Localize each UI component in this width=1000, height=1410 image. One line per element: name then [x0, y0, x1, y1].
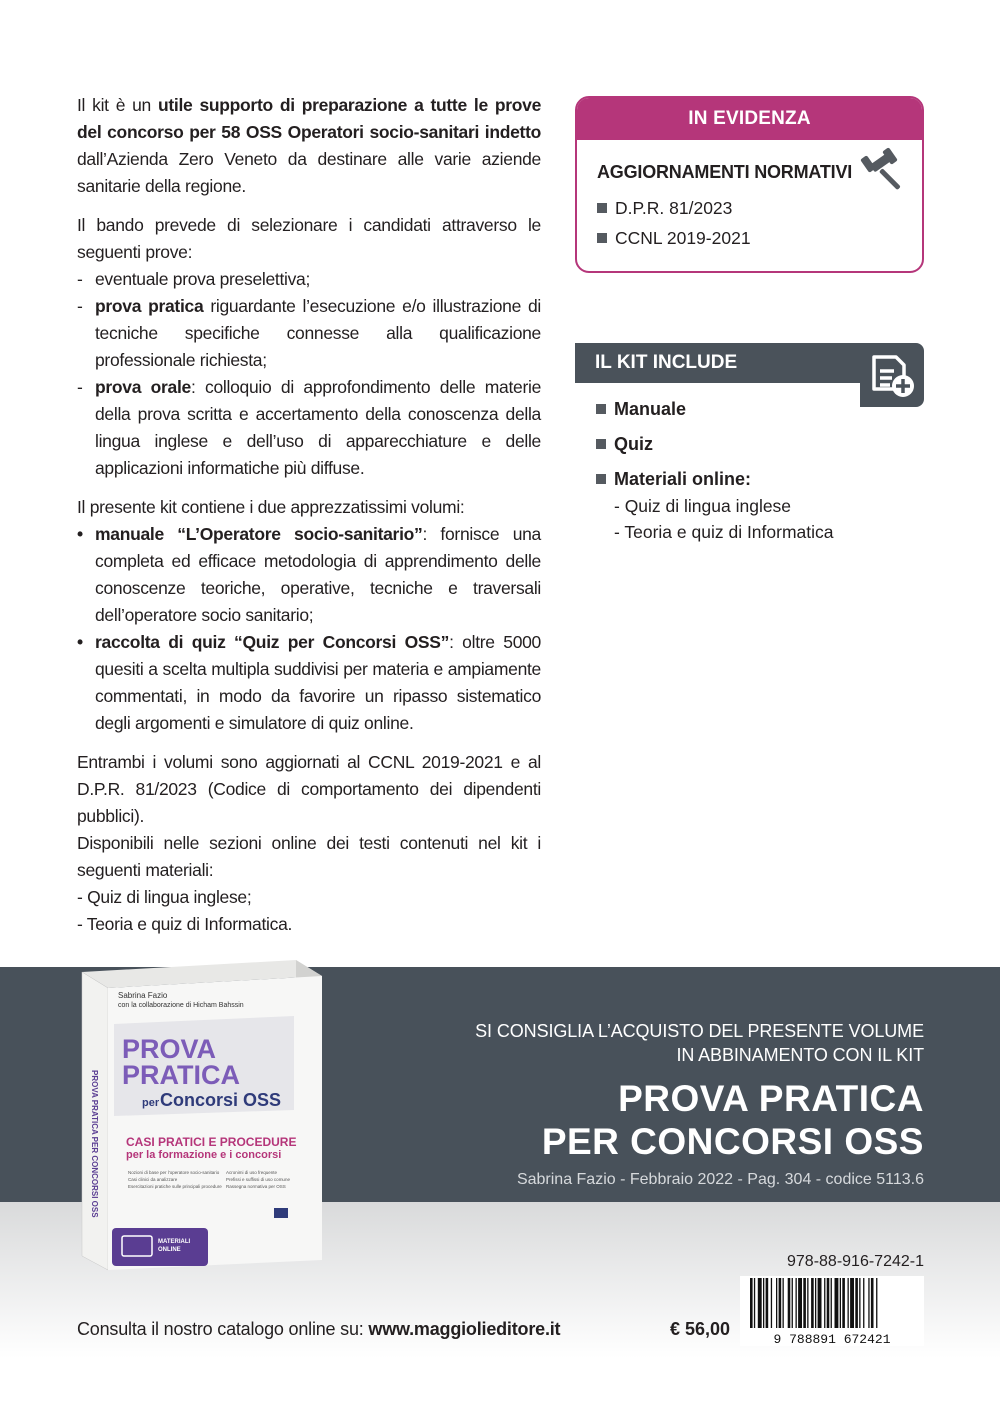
barcode-bar — [840, 1278, 841, 1328]
book-online-label-2: ONLINE — [158, 1247, 181, 1253]
kit-item-quiz — [596, 430, 834, 458]
square-bullet-icon — [597, 233, 607, 243]
barcode-bar — [818, 1278, 822, 1328]
kit-item-text: Manuale — [614, 398, 687, 419]
barcode-bar — [859, 1278, 860, 1328]
barcode-bar — [871, 1278, 874, 1328]
square-bullet-icon — [596, 439, 606, 449]
prove-text — [95, 374, 541, 482]
volume-desc: : fornisce una completa ed efficace metodologia di apprendimento delle conoscenze teoriche, operative, tecniche e traversali dell’operatore socio sanitario; — [95, 524, 541, 625]
aggiornamento-item — [597, 193, 751, 223]
book-spine-title: PROVA PRATICA PER CONCORSI OSS — [90, 1070, 99, 1218]
barcode-bar — [771, 1278, 772, 1328]
kit-include-list — [596, 395, 834, 545]
bullet-marker: • — [77, 524, 83, 544]
barcode-bar — [848, 1278, 849, 1328]
barcode-bar — [824, 1278, 825, 1328]
kit-include-header: IL KIT INCLUDE — [575, 343, 860, 383]
barcode-bar — [811, 1278, 814, 1328]
barcode-bar — [792, 1278, 793, 1328]
book-author: Sabrina Fazio — [118, 991, 168, 1000]
promo-meta: Sabrina Fazio - Febbraio 2022 - Pag. 304 - codice 5113.6 — [516, 1171, 924, 1188]
catalog-text: Consulta il nostro catalogo online su: — [77, 1319, 369, 1339]
description-column — [77, 92, 541, 938]
kit-item-text: Quiz — [614, 433, 653, 454]
kit-subitem: - Teoria e quiz di Informatica — [614, 522, 834, 542]
in-evidenza-box — [575, 96, 924, 273]
promo-line-2: IN ABBINAMENTO CON IL KIT — [676, 1045, 924, 1065]
barcode-bar — [803, 1278, 806, 1328]
square-bullet-icon — [596, 404, 606, 414]
prove-bold: prova orale — [95, 377, 191, 397]
intro-text: Il kit è un — [77, 95, 158, 115]
prove-item-orale — [77, 374, 541, 482]
gavel-icon — [860, 146, 910, 196]
barcode-bar — [776, 1278, 777, 1328]
barcode-bar — [779, 1278, 782, 1328]
barcode-bar — [863, 1278, 864, 1328]
barcode-bar — [842, 1278, 845, 1328]
book-title-3b: Concorsi OSS — [160, 1090, 282, 1110]
disponibili-paragraph: Disponibili nelle sezioni online dei testi contenuti nel kit i seguenti materiali: — [77, 833, 541, 880]
kit-contents-paragraph: Il presente kit contiene i due apprezzatissimi volumi: — [77, 497, 465, 517]
volume-text — [95, 521, 541, 629]
barcode-bar — [750, 1278, 753, 1328]
book-topic-right: Prefissi e suffissi di uso comune — [226, 1177, 290, 1182]
kit-item-materiali — [596, 465, 834, 493]
catalog-url[interactable]: www.maggiolieditore.it — [368, 1319, 561, 1339]
prove-desc: riguardante l’esecuzione e/o illustrazione di tecniche specifiche connesse alla qualificazione professionale richiesta; — [95, 296, 541, 370]
book-topic-right: Acronimi di uso frequente — [226, 1170, 278, 1175]
dash-marker: - — [77, 377, 83, 397]
aggiornamenti-list — [597, 193, 751, 253]
prove-bold: prova pratica — [95, 296, 204, 316]
kit-item-text: Materiali online: — [614, 468, 752, 489]
publisher-logo — [274, 1208, 288, 1218]
dash-marker: - — [77, 269, 83, 289]
book-title-2: PRATICA — [122, 1060, 240, 1090]
online-item-informatica: - Teoria e quiz di Informatica. — [77, 914, 293, 934]
book-title-3a: per — [142, 1097, 160, 1109]
isbn-label: 978-88-916-7242-1 — [787, 1253, 924, 1270]
book-online-label-1: MATERIALI — [158, 1239, 191, 1245]
promo-line-1: SI CONSIGLIA L’ACQUISTO DEL PRESENTE VOLUME — [475, 1021, 924, 1041]
book-collab: con la collaborazione di Hicham Bahssin — [118, 1002, 244, 1009]
barcode-digits: 9 788891 672421 — [773, 1332, 891, 1346]
prove-item-pratica — [77, 293, 541, 374]
barcode-bar — [827, 1278, 830, 1328]
book-title-1: PROVA — [122, 1034, 217, 1064]
barcode-bar — [783, 1278, 784, 1328]
barcode-image — [740, 1276, 924, 1346]
book-subtitle-2: per la formazione e i concorsi — [126, 1149, 282, 1161]
online-item-inglese: - Quiz di lingua inglese; — [77, 887, 252, 907]
prove-text: eventuale prova preselettiva; — [95, 269, 311, 289]
in-evidenza-header: IN EVIDENZA — [577, 98, 922, 140]
barcode-bar — [855, 1278, 858, 1328]
barcode-bar — [754, 1278, 755, 1328]
prove-desc: : colloquio di approfondimento delle materie della prova scritta e accertamento della conoscenza della lingua inglese e dell’uso di apparecchiature e delle applicazioni informatiche più diffuse. — [95, 377, 542, 478]
barcode-bar — [815, 1278, 816, 1328]
catalog-line — [77, 1319, 560, 1340]
square-bullet-icon — [597, 203, 607, 213]
aggiornamento-text: D.P.R. 81/2023 — [615, 197, 733, 218]
barcode-bar — [876, 1278, 877, 1328]
document-add-icon — [860, 343, 924, 407]
aggiornati-paragraph: Entrambi i volumi sono aggiornati al CCNL 2019-2021 e al D.P.R. 81/2023 (Codice di comportamento dei dipendenti pubblici). — [77, 752, 541, 826]
prove-item-preselettiva — [77, 266, 541, 293]
intro-paragraph — [77, 92, 541, 200]
book-topic-left: Casi clinici da analizzare — [128, 1177, 178, 1182]
square-bullet-icon — [596, 474, 606, 484]
book-topic-left: Nozioni di base per l’operatore socio-sanitario — [128, 1170, 220, 1175]
aggiornamento-item — [597, 223, 751, 253]
barcode-bar — [798, 1278, 802, 1328]
barcode-bar — [796, 1278, 797, 1328]
aggiornamenti-title: AGGIORNAMENTI NORMATIVI — [597, 162, 853, 182]
promo-title-1: PROVA PRATICA — [618, 1078, 924, 1119]
barcode-bar — [807, 1278, 808, 1328]
book-topic-left: Esercitazioni pratiche sulle principali procedure — [128, 1184, 222, 1189]
promo-title-2: PER CONCORSI OSS — [541, 1121, 924, 1162]
barcode-bar — [766, 1278, 769, 1328]
barcode-bar — [850, 1278, 854, 1328]
volume-item-quiz — [77, 629, 541, 737]
barcode-bar — [763, 1278, 764, 1328]
volume-text — [95, 629, 541, 737]
prove-text — [95, 293, 541, 374]
book-cover-image — [74, 960, 324, 1280]
promo-text — [475, 1019, 924, 1189]
book-subtitle-1: CASI PRATICI E PROCEDURE — [126, 1135, 297, 1149]
kit-subitem: - Quiz di lingua inglese — [614, 496, 792, 516]
barcode-bar — [868, 1278, 869, 1328]
bullet-marker: • — [77, 632, 83, 652]
barcode-bar — [835, 1278, 839, 1328]
aggiornamento-text: CCNL 2019-2021 — [615, 227, 751, 248]
dash-marker: - — [77, 296, 83, 316]
book-topic-right: Rassegna normativa per OSS — [226, 1184, 286, 1189]
barcode-bar — [758, 1278, 762, 1328]
volume-bold: manuale “L’Operatore socio-sanitario” — [95, 524, 423, 544]
volume-item-manuale — [77, 521, 541, 629]
price: € 56,00 — [670, 1319, 731, 1339]
barcode-bar — [788, 1278, 791, 1328]
volume-desc: : oltre 5000 quesiti a scelta multipla suddivisi per materia e ampiamente commentati, in modo da favorire un ripasso sistematico degli argomenti e simulatore di quiz online. — [95, 632, 541, 733]
kit-item-manuale — [596, 395, 834, 423]
bando-paragraph: Il bando prevede di selezionare i candidati attraverso le seguenti prove: — [77, 215, 541, 262]
intro-text-end: dall’Azienda Zero Veneto da destinare alle varie aziende sanitarie della regione. — [77, 149, 541, 196]
barcode-bar — [831, 1278, 832, 1328]
intro-bold: utile supporto di preparazione a tutte le prove del concorso per 58 OSS Operatori socio-sanitari indetto — [77, 95, 542, 142]
volume-bold: raccolta di quiz “Quiz per Concorsi OSS” — [95, 632, 450, 652]
document-add-icon-svg — [860, 343, 924, 407]
